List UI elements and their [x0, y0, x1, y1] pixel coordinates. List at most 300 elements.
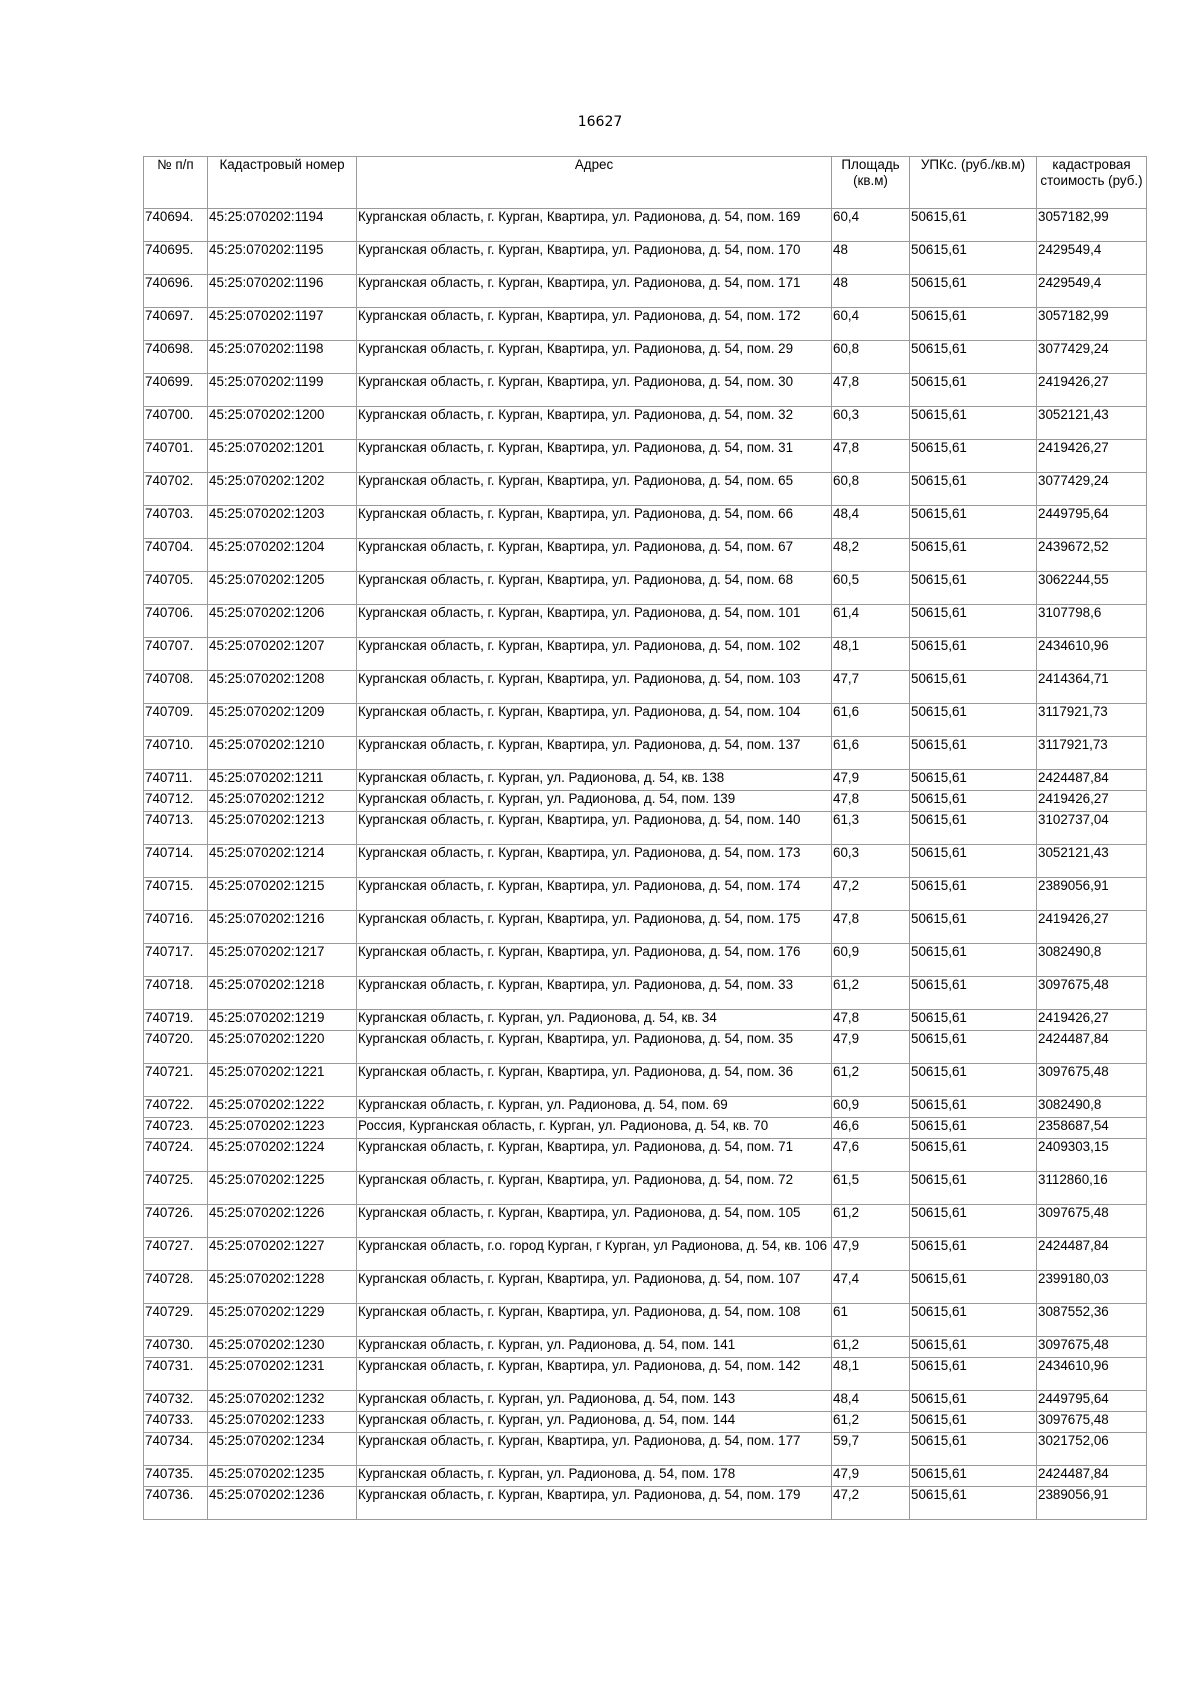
table-row — [144, 977, 1147, 1010]
cadastral-cost-cell: 3052121,43 — [1037, 407, 1147, 440]
table-row — [144, 1391, 1147, 1412]
row-number-cell: 740725. — [144, 1172, 208, 1205]
upks-cell: 50615,61 — [910, 671, 1037, 704]
address-cell: Курганская область, г. Курган, Квартира, ул. Радионова, д. 54, пом. 108 — [357, 1304, 832, 1337]
cadastral-cost-cell: 3117921,73 — [1037, 737, 1147, 770]
cadastral-number-cell: 45:25:070202:1222 — [208, 1097, 357, 1118]
row-number-cell: 740712. — [144, 791, 208, 812]
row-number-cell: 740715. — [144, 878, 208, 911]
area-cell: 61,6 — [832, 737, 910, 770]
table-header — [144, 157, 1147, 209]
table-row — [144, 374, 1147, 407]
row-number-cell: 740704. — [144, 539, 208, 572]
row-number-cell: 740695. — [144, 242, 208, 275]
cadastral-number-cell: 45:25:070202:1199 — [208, 374, 357, 407]
address-cell: Курганская область, г. Курган, Квартира, ул. Радионова, д. 54, пом. 101 — [357, 605, 832, 638]
address-cell: Курганская область, г. Курган, Квартира, ул. Радионова, д. 54, пом. 179 — [357, 1487, 832, 1520]
cadastral-number-cell: 45:25:070202:1228 — [208, 1271, 357, 1304]
header-area: Площадь (кв.м) — [832, 157, 910, 209]
cadastral-cost-cell: 2358687,54 — [1037, 1118, 1147, 1139]
area-cell: 48,1 — [832, 638, 910, 671]
upks-cell: 50615,61 — [910, 209, 1037, 242]
area-cell: 48,2 — [832, 539, 910, 572]
address-cell: Курганская область, г. Курган, Квартира, ул. Радионова, д. 54, пом. 169 — [357, 209, 832, 242]
cadastral-number-cell: 45:25:070202:1218 — [208, 977, 357, 1010]
cadastral-number-cell: 45:25:070202:1212 — [208, 791, 357, 812]
cadastral-cost-cell: 3077429,24 — [1037, 341, 1147, 374]
row-number-cell: 740717. — [144, 944, 208, 977]
table-row — [144, 308, 1147, 341]
area-cell: 60,3 — [832, 407, 910, 440]
cadastral-cost-cell: 2399180,03 — [1037, 1271, 1147, 1304]
table-row — [144, 572, 1147, 605]
table-row — [144, 1433, 1147, 1466]
cadastral-number-cell: 45:25:070202:1233 — [208, 1412, 357, 1433]
cadastral-cost-cell: 2419426,27 — [1037, 791, 1147, 812]
table-row — [144, 539, 1147, 572]
cadastral-cost-cell: 2424487,84 — [1037, 770, 1147, 791]
page-number: 16627 — [577, 114, 623, 130]
row-number-cell: 740694. — [144, 209, 208, 242]
address-cell: Курганская область, г. Курган, Квартира, ул. Радионова, д. 54, пом. 30 — [357, 374, 832, 407]
cadastral-number-cell: 45:25:070202:1219 — [208, 1010, 357, 1031]
cadastral-number-cell: 45:25:070202:1221 — [208, 1064, 357, 1097]
table-row — [144, 812, 1147, 845]
cadastral-number-cell: 45:25:070202:1213 — [208, 812, 357, 845]
upks-cell: 50615,61 — [910, 539, 1037, 572]
row-number-cell: 740716. — [144, 911, 208, 944]
upks-cell: 50615,61 — [910, 440, 1037, 473]
area-cell: 60,9 — [832, 944, 910, 977]
upks-cell: 50615,61 — [910, 638, 1037, 671]
area-cell: 47,8 — [832, 911, 910, 944]
table-row — [144, 770, 1147, 791]
address-cell: Курганская область, г. Курган, Квартира, ул. Радионова, д. 54, пом. 65 — [357, 473, 832, 506]
area-cell: 47,8 — [832, 1010, 910, 1031]
cadastral-cost-cell: 3057182,99 — [1037, 308, 1147, 341]
upks-cell: 50615,61 — [910, 1391, 1037, 1412]
address-cell: Курганская область, г. Курган, Квартира, ул. Радионова, д. 54, пом. 104 — [357, 704, 832, 737]
address-cell: Курганская область, г. Курган, ул. Радионова, д. 54, пом. 144 — [357, 1412, 832, 1433]
table-row — [144, 1205, 1147, 1238]
area-cell: 61 — [832, 1304, 910, 1337]
cadastral-cost-cell: 3097675,48 — [1037, 977, 1147, 1010]
row-number-cell: 740708. — [144, 671, 208, 704]
row-number-cell: 740726. — [144, 1205, 208, 1238]
address-cell: Курганская область, г. Курган, Квартира, ул. Радионова, д. 54, пом. 36 — [357, 1064, 832, 1097]
upks-cell: 50615,61 — [910, 1172, 1037, 1205]
cadastral-number-cell: 45:25:070202:1198 — [208, 341, 357, 374]
row-number-cell: 740701. — [144, 440, 208, 473]
cadastral-cost-cell: 2419426,27 — [1037, 1010, 1147, 1031]
cadastral-number-cell: 45:25:070202:1209 — [208, 704, 357, 737]
row-number-cell: 740721. — [144, 1064, 208, 1097]
area-cell: 47,4 — [832, 1271, 910, 1304]
upks-cell: 50615,61 — [910, 275, 1037, 308]
row-number-cell: 740713. — [144, 812, 208, 845]
cadastral-cost-cell: 3087552,36 — [1037, 1304, 1147, 1337]
upks-cell: 50615,61 — [910, 1487, 1037, 1520]
upks-cell: 50615,61 — [910, 737, 1037, 770]
upks-cell: 50615,61 — [910, 1097, 1037, 1118]
upks-cell: 50615,61 — [910, 1064, 1037, 1097]
upks-cell: 50615,61 — [910, 845, 1037, 878]
cadastral-number-cell: 45:25:070202:1216 — [208, 911, 357, 944]
address-cell: Курганская область, г. Курган, Квартира, ул. Радионова, д. 54, пом. 32 — [357, 407, 832, 440]
upks-cell: 50615,61 — [910, 341, 1037, 374]
cadastral-number-cell: 45:25:070202:1208 — [208, 671, 357, 704]
upks-cell: 50615,61 — [910, 704, 1037, 737]
upks-cell: 50615,61 — [910, 770, 1037, 791]
address-cell: Курганская область, г. Курган, ул. Радионова, д. 54, кв. 34 — [357, 1010, 832, 1031]
cadastral-number-cell: 45:25:070202:1205 — [208, 572, 357, 605]
table-row — [144, 1271, 1147, 1304]
row-number-cell: 740734. — [144, 1433, 208, 1466]
table-row — [144, 1118, 1147, 1139]
upks-cell: 50615,61 — [910, 977, 1037, 1010]
cadastral-number-cell: 45:25:070202:1227 — [208, 1238, 357, 1271]
row-number-cell: 740698. — [144, 341, 208, 374]
table-row — [144, 440, 1147, 473]
area-cell: 47,6 — [832, 1139, 910, 1172]
table-row — [144, 407, 1147, 440]
area-cell: 61,6 — [832, 704, 910, 737]
area-cell: 48,1 — [832, 1358, 910, 1391]
table-row — [144, 878, 1147, 911]
upks-cell: 50615,61 — [910, 1118, 1037, 1139]
upks-cell: 50615,61 — [910, 572, 1037, 605]
cadastral-cost-cell: 2414364,71 — [1037, 671, 1147, 704]
address-cell: Курганская область, г. Курган, Квартира, ул. Радионова, д. 54, пом. 105 — [357, 1205, 832, 1238]
row-number-cell: 740722. — [144, 1097, 208, 1118]
address-cell: Курганская область, г. Курган, ул. Радионова, д. 54, пом. 69 — [357, 1097, 832, 1118]
table-row — [144, 737, 1147, 770]
row-number-cell: 740730. — [144, 1337, 208, 1358]
cadastral-number-cell: 45:25:070202:1235 — [208, 1466, 357, 1487]
cadastral-cost-cell: 3097675,48 — [1037, 1412, 1147, 1433]
upks-cell: 50615,61 — [910, 1238, 1037, 1271]
address-cell: Курганская область, г. Курган, Квартира, ул. Радионова, д. 54, пом. 71 — [357, 1139, 832, 1172]
cadastral-number-cell: 45:25:070202:1217 — [208, 944, 357, 977]
cadastral-number-cell: 45:25:070202:1210 — [208, 737, 357, 770]
cadastral-cost-cell: 3107798,6 — [1037, 605, 1147, 638]
upks-cell: 50615,61 — [910, 374, 1037, 407]
cadastral-number-cell: 45:25:070202:1224 — [208, 1139, 357, 1172]
cadastral-number-cell: 45:25:070202:1207 — [208, 638, 357, 671]
table-row — [144, 1139, 1147, 1172]
address-cell: Курганская область, г.о. город Курган, г Курган, ул Радионова, д. 54, кв. 106 — [357, 1238, 832, 1271]
row-number-cell: 740729. — [144, 1304, 208, 1337]
table-row — [144, 704, 1147, 737]
address-cell: Курганская область, г. Курган, Квартира, ул. Радионова, д. 54, пом. 66 — [357, 506, 832, 539]
cadastral-number-cell: 45:25:070202:1215 — [208, 878, 357, 911]
area-cell: 47,9 — [832, 770, 910, 791]
cadastral-cost-cell: 3021752,06 — [1037, 1433, 1147, 1466]
row-number-cell: 740706. — [144, 605, 208, 638]
area-cell: 61,4 — [832, 605, 910, 638]
area-cell: 46,6 — [832, 1118, 910, 1139]
cadastral-cost-cell: 2419426,27 — [1037, 911, 1147, 944]
table-row — [144, 1097, 1147, 1118]
cadastral-number-cell: 45:25:070202:1230 — [208, 1337, 357, 1358]
upks-cell: 50615,61 — [910, 1139, 1037, 1172]
table-row — [144, 845, 1147, 878]
address-cell: Курганская область, г. Курган, Квартира, ул. Радионова, д. 54, пом. 102 — [357, 638, 832, 671]
row-number-cell: 740710. — [144, 737, 208, 770]
row-number-cell: 740724. — [144, 1139, 208, 1172]
upks-cell: 50615,61 — [910, 506, 1037, 539]
cadastral-number-cell: 45:25:070202:1236 — [208, 1487, 357, 1520]
upks-cell: 50615,61 — [910, 1010, 1037, 1031]
upks-cell: 50615,61 — [910, 308, 1037, 341]
area-cell: 47,9 — [832, 1031, 910, 1064]
table-row — [144, 506, 1147, 539]
row-number-cell: 740696. — [144, 275, 208, 308]
table-row — [144, 1466, 1147, 1487]
cadastral-cost-cell: 3077429,24 — [1037, 473, 1147, 506]
area-cell: 47,7 — [832, 671, 910, 704]
cadastral-cost-cell: 3097675,48 — [1037, 1205, 1147, 1238]
upks-cell: 50615,61 — [910, 878, 1037, 911]
area-cell: 59,7 — [832, 1433, 910, 1466]
area-cell: 61,2 — [832, 1064, 910, 1097]
table-row — [144, 671, 1147, 704]
area-cell: 60,4 — [832, 308, 910, 341]
cadastral-cost-cell: 2424487,84 — [1037, 1031, 1147, 1064]
cadastral-number-cell: 45:25:070202:1201 — [208, 440, 357, 473]
area-cell: 47,2 — [832, 1487, 910, 1520]
table-row — [144, 341, 1147, 374]
area-cell: 47,9 — [832, 1238, 910, 1271]
cadastral-number-cell: 45:25:070202:1202 — [208, 473, 357, 506]
cadastral-cost-cell: 2424487,84 — [1037, 1466, 1147, 1487]
area-cell: 60,4 — [832, 209, 910, 242]
row-number-cell: 740736. — [144, 1487, 208, 1520]
address-cell: Курганская область, г. Курган, Квартира, ул. Радионова, д. 54, пом. 176 — [357, 944, 832, 977]
header-row — [144, 157, 1147, 209]
cadastral-cost-cell: 2429549,4 — [1037, 242, 1147, 275]
cadastral-number-cell: 45:25:070202:1204 — [208, 539, 357, 572]
upks-cell: 50615,61 — [910, 1304, 1037, 1337]
cadastral-cost-cell: 2419426,27 — [1037, 440, 1147, 473]
row-number-cell: 740718. — [144, 977, 208, 1010]
area-cell: 47,8 — [832, 791, 910, 812]
cadastral-cost-cell: 2389056,91 — [1037, 1487, 1147, 1520]
area-cell: 48 — [832, 275, 910, 308]
row-number-cell: 740697. — [144, 308, 208, 341]
row-number-cell: 740711. — [144, 770, 208, 791]
cadastral-cost-cell: 2439672,52 — [1037, 539, 1147, 572]
area-cell: 61,2 — [832, 1412, 910, 1433]
row-number-cell: 740723. — [144, 1118, 208, 1139]
upks-cell: 50615,61 — [910, 1466, 1037, 1487]
cadastral-cost-cell: 2424487,84 — [1037, 1238, 1147, 1271]
cadastral-cost-cell: 2429549,4 — [1037, 275, 1147, 308]
table-row — [144, 242, 1147, 275]
cadastral-cost-cell: 3057182,99 — [1037, 209, 1147, 242]
address-cell: Курганская область, г. Курган, Квартира, ул. Радионова, д. 54, пом. 29 — [357, 341, 832, 374]
area-cell: 60,8 — [832, 473, 910, 506]
cadastral-cost-cell: 3112860,16 — [1037, 1172, 1147, 1205]
cadastral-cost-cell: 2434610,96 — [1037, 1358, 1147, 1391]
address-cell: Курганская область, г. Курган, Квартира, ул. Радионова, д. 54, пом. 177 — [357, 1433, 832, 1466]
area-cell: 61,2 — [832, 1337, 910, 1358]
table-row — [144, 1487, 1147, 1520]
cadastral-cost-cell: 3082490,8 — [1037, 1097, 1147, 1118]
table-row — [144, 1304, 1147, 1337]
header-cadastral: Кадастровый номер — [208, 157, 357, 209]
cadastral-number-cell: 45:25:070202:1226 — [208, 1205, 357, 1238]
cadastral-number-cell: 45:25:070202:1206 — [208, 605, 357, 638]
area-cell: 61,2 — [832, 1205, 910, 1238]
cadastral-number-cell: 45:25:070202:1195 — [208, 242, 357, 275]
address-cell: Курганская область, г. Курган, Квартира, ул. Радионова, д. 54, пом. 68 — [357, 572, 832, 605]
header-address: Адрес — [357, 157, 832, 209]
table-row — [144, 275, 1147, 308]
row-number-cell: 740720. — [144, 1031, 208, 1064]
address-cell: Курганская область, г. Курган, Квартира, ул. Радионова, д. 54, пом. 33 — [357, 977, 832, 1010]
upks-cell: 50615,61 — [910, 812, 1037, 845]
row-number-cell: 740707. — [144, 638, 208, 671]
row-number-cell: 740702. — [144, 473, 208, 506]
header-cost: кадастровая стоимость (руб.) — [1037, 157, 1147, 209]
header-num: № п/п — [144, 157, 208, 209]
cadastral-cost-cell: 3052121,43 — [1037, 845, 1147, 878]
upks-cell: 50615,61 — [910, 1271, 1037, 1304]
upks-cell: 50615,61 — [910, 1358, 1037, 1391]
area-cell: 60,8 — [832, 341, 910, 374]
cadastral-cost-cell: 3097675,48 — [1037, 1337, 1147, 1358]
row-number-cell: 740735. — [144, 1466, 208, 1487]
area-cell: 48,4 — [832, 1391, 910, 1412]
cadastral-number-cell: 45:25:070202:1214 — [208, 845, 357, 878]
area-cell: 47,9 — [832, 1466, 910, 1487]
cadastral-cost-cell: 2449795,64 — [1037, 1391, 1147, 1412]
table-row — [144, 1412, 1147, 1433]
address-cell: Курганская область, г. Курган, ул. Радионова, д. 54, кв. 138 — [357, 770, 832, 791]
table-row — [144, 944, 1147, 977]
upks-cell: 50615,61 — [910, 911, 1037, 944]
address-cell: Курганская область, г. Курган, Квартира, ул. Радионова, д. 54, пом. 171 — [357, 275, 832, 308]
row-number-cell: 740700. — [144, 407, 208, 440]
upks-cell: 50615,61 — [910, 407, 1037, 440]
area-cell: 61,2 — [832, 977, 910, 1010]
row-number-cell: 740727. — [144, 1238, 208, 1271]
address-cell: Курганская область, г. Курган, Квартира, ул. Радионова, д. 54, пом. 175 — [357, 911, 832, 944]
address-cell: Курганская область, г. Курган, ул. Радионова, д. 54, пом. 141 — [357, 1337, 832, 1358]
address-cell: Курганская область, г. Курган, ул. Радионова, д. 54, пом. 143 — [357, 1391, 832, 1412]
table-row — [144, 209, 1147, 242]
table-row — [144, 1358, 1147, 1391]
table-row — [144, 1010, 1147, 1031]
table-row — [144, 911, 1147, 944]
table-row — [144, 638, 1147, 671]
cadastral-number-cell: 45:25:070202:1229 — [208, 1304, 357, 1337]
table-row — [144, 1337, 1147, 1358]
upks-cell: 50615,61 — [910, 1412, 1037, 1433]
address-cell: Курганская область, г. Курган, Квартира, ул. Радионова, д. 54, пом. 35 — [357, 1031, 832, 1064]
area-cell: 48 — [832, 242, 910, 275]
address-cell: Курганская область, г. Курган, ул. Радионова, д. 54, пом. 139 — [357, 791, 832, 812]
table-row — [144, 1238, 1147, 1271]
cadastral-number-cell: 45:25:070202:1196 — [208, 275, 357, 308]
area-cell: 47,8 — [832, 440, 910, 473]
upks-cell: 50615,61 — [910, 605, 1037, 638]
row-number-cell: 740731. — [144, 1358, 208, 1391]
cadastral-number-cell: 45:25:070202:1231 — [208, 1358, 357, 1391]
address-cell: Курганская область, г. Курган, Квартира, ул. Радионова, д. 54, пом. 142 — [357, 1358, 832, 1391]
row-number-cell: 740703. — [144, 506, 208, 539]
row-number-cell: 740719. — [144, 1010, 208, 1031]
cadastral-cost-cell: 3097675,48 — [1037, 1064, 1147, 1097]
row-number-cell: 740699. — [144, 374, 208, 407]
cadastral-cost-cell: 3102737,04 — [1037, 812, 1147, 845]
row-number-cell: 740709. — [144, 704, 208, 737]
row-number-cell: 740732. — [144, 1391, 208, 1412]
cadastral-cost-cell: 2409303,15 — [1037, 1139, 1147, 1172]
area-cell: 60,3 — [832, 845, 910, 878]
row-number-cell: 740733. — [144, 1412, 208, 1433]
table-row — [144, 1031, 1147, 1064]
address-cell: Курганская область, г. Курган, ул. Радионова, д. 54, пом. 178 — [357, 1466, 832, 1487]
row-number-cell: 740728. — [144, 1271, 208, 1304]
cadastral-number-cell: 45:25:070202:1220 — [208, 1031, 357, 1064]
area-cell: 47,2 — [832, 878, 910, 911]
address-cell: Курганская область, г. Курган, Квартира, ул. Радионова, д. 54, пом. 140 — [357, 812, 832, 845]
cadastral-number-cell: 45:25:070202:1234 — [208, 1433, 357, 1466]
cadastral-table — [143, 156, 1147, 1520]
upks-cell: 50615,61 — [910, 473, 1037, 506]
cadastral-cost-cell: 2434610,96 — [1037, 638, 1147, 671]
address-cell: Курганская область, г. Курган, Квартира, ул. Радионова, д. 54, пом. 174 — [357, 878, 832, 911]
upks-cell: 50615,61 — [910, 944, 1037, 977]
table-body — [144, 209, 1147, 1520]
upks-cell: 50615,61 — [910, 1433, 1037, 1466]
address-cell: Курганская область, г. Курган, Квартира, ул. Радионова, д. 54, пом. 173 — [357, 845, 832, 878]
address-cell: Курганская область, г. Курган, Квартира, ул. Радионова, д. 54, пом. 103 — [357, 671, 832, 704]
cadastral-number-cell: 45:25:070202:1225 — [208, 1172, 357, 1205]
upks-cell: 50615,61 — [910, 791, 1037, 812]
address-cell: Курганская область, г. Курган, Квартира, ул. Радионова, д. 54, пом. 107 — [357, 1271, 832, 1304]
cadastral-cost-cell: 2389056,91 — [1037, 878, 1147, 911]
cadastral-number-cell: 45:25:070202:1211 — [208, 770, 357, 791]
address-cell: Россия, Курганская область, г. Курган, ул. Радионова, д. 54, кв. 70 — [357, 1118, 832, 1139]
cadastral-cost-cell: 3062244,55 — [1037, 572, 1147, 605]
address-cell: Курганская область, г. Курган, Квартира, ул. Радионова, д. 54, пом. 172 — [357, 308, 832, 341]
table-row — [144, 1172, 1147, 1205]
cadastral-number-cell: 45:25:070202:1197 — [208, 308, 357, 341]
upks-cell: 50615,61 — [910, 1337, 1037, 1358]
address-cell: Курганская область, г. Курган, Квартира, ул. Радионова, д. 54, пом. 137 — [357, 737, 832, 770]
table-row — [144, 473, 1147, 506]
cadastral-cost-cell: 2449795,64 — [1037, 506, 1147, 539]
upks-cell: 50615,61 — [910, 1205, 1037, 1238]
area-cell: 48,4 — [832, 506, 910, 539]
upks-cell: 50615,61 — [910, 1031, 1037, 1064]
cadastral-number-cell: 45:25:070202:1194 — [208, 209, 357, 242]
row-number-cell: 740714. — [144, 845, 208, 878]
cadastral-number-cell: 45:25:070202:1223 — [208, 1118, 357, 1139]
cadastral-number-cell: 45:25:070202:1203 — [208, 506, 357, 539]
table-row — [144, 605, 1147, 638]
cadastral-cost-cell: 3117921,73 — [1037, 704, 1147, 737]
area-cell: 60,5 — [832, 572, 910, 605]
area-cell: 47,8 — [832, 374, 910, 407]
cadastral-cost-cell: 2419426,27 — [1037, 374, 1147, 407]
upks-cell: 50615,61 — [910, 242, 1037, 275]
address-cell: Курганская область, г. Курган, Квартира, ул. Радионова, д. 54, пом. 72 — [357, 1172, 832, 1205]
header-upks: УПКс. (руб./кв.м) — [910, 157, 1037, 209]
